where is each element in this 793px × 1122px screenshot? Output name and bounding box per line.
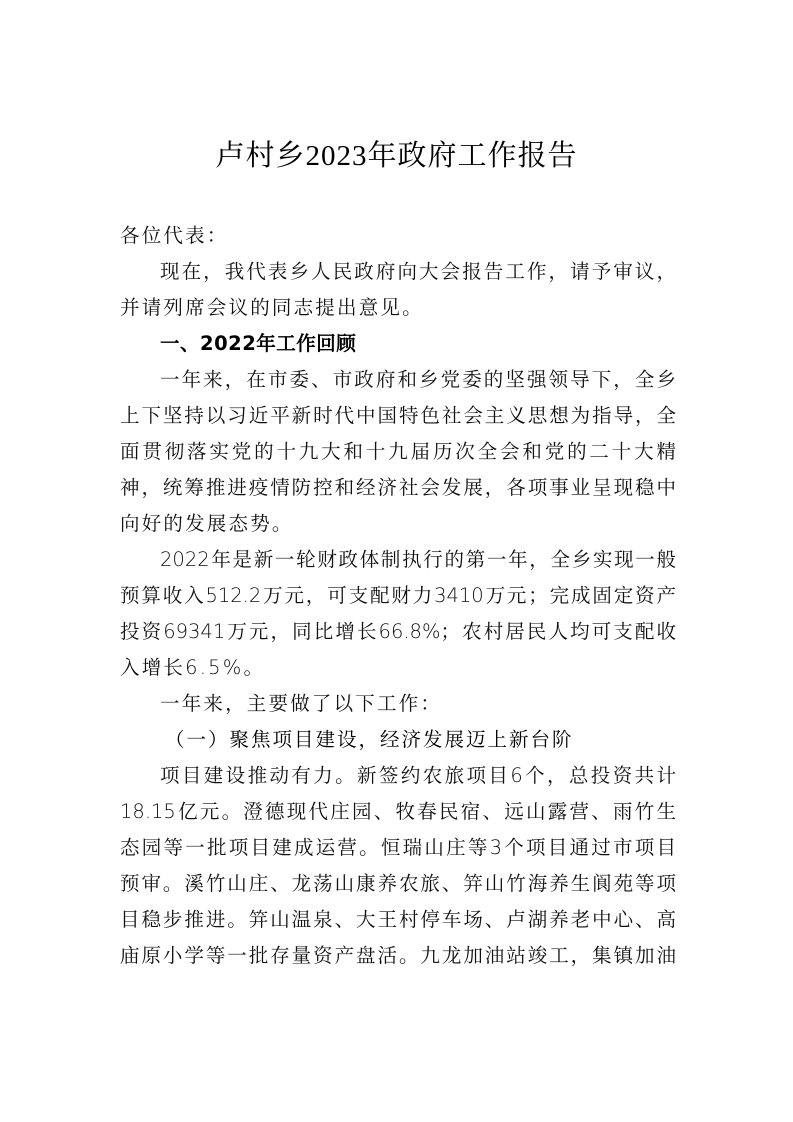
paragraph-line: 面贯彻落实党的十九大和十九届历次全会和党的二十大精: [120, 440, 676, 463]
paragraph-line: 项目建设推动有力。新签约农旅项目6个，总投资共计: [160, 764, 676, 787]
salutation: 各位代表：: [120, 224, 229, 247]
paragraph-line: 现在，我代表乡人民政府向大会报告工作，请予审议，: [160, 260, 676, 283]
paragraph-line: 目稳步推进。笄山温泉、大王村停车场、卢湖养老中心、高: [120, 908, 676, 931]
subsection-heading: （一）聚焦项目建设，经济发展迈上新台阶: [165, 728, 574, 751]
paragraph-line: 上下坚持以习近平新时代中国特色社会主义思想为指导，全: [120, 404, 676, 427]
paragraph-line: 并请列席会议的同志提出意见。: [120, 296, 424, 319]
paragraph-line: 一年来，主要做了以下工作：: [160, 692, 443, 715]
paragraph-line: 18.15亿元。澄德现代庄园、牧春民宿、远山露营、雨竹生: [120, 800, 676, 823]
document-body: [120, 218, 676, 974]
paragraph-line: 投资69341万元，同比增长66.8%；农村居民人均可支配收: [120, 620, 676, 643]
paragraph-line: 一年来，在市委、市政府和乡党委的坚强领导下，全乡: [160, 368, 676, 391]
paragraph-line: 预审。溪竹山庄、龙荡山康养农旅、笄山竹海养生阆苑等项: [120, 872, 676, 895]
paragraph-line: 神，统筹推进疫情防控和经济社会发展，各项事业呈现稳中: [120, 476, 676, 499]
paragraph-line: 庙原小学等一批存量资产盘活。九龙加油站竣工，集镇加油: [120, 944, 676, 967]
paragraph-line: 向好的发展态势。: [120, 512, 294, 535]
paragraph-line: 入增长6.5%。: [120, 656, 266, 679]
paragraph-line: 态园等一批项目建成运营。恒瑞山庄等3个项目通过市项目: [120, 836, 676, 859]
paragraph-line: 2022年是新一轮财政体制执行的第一年，全乡实现一般: [160, 548, 676, 571]
document-title: 卢村乡2023年政府工作报告: [215, 140, 578, 172]
section-heading: 一、2022年工作回顾: [160, 332, 357, 355]
paragraph-line: 预算收入512.2万元，可支配财力3410万元；完成固定资产: [120, 584, 676, 607]
